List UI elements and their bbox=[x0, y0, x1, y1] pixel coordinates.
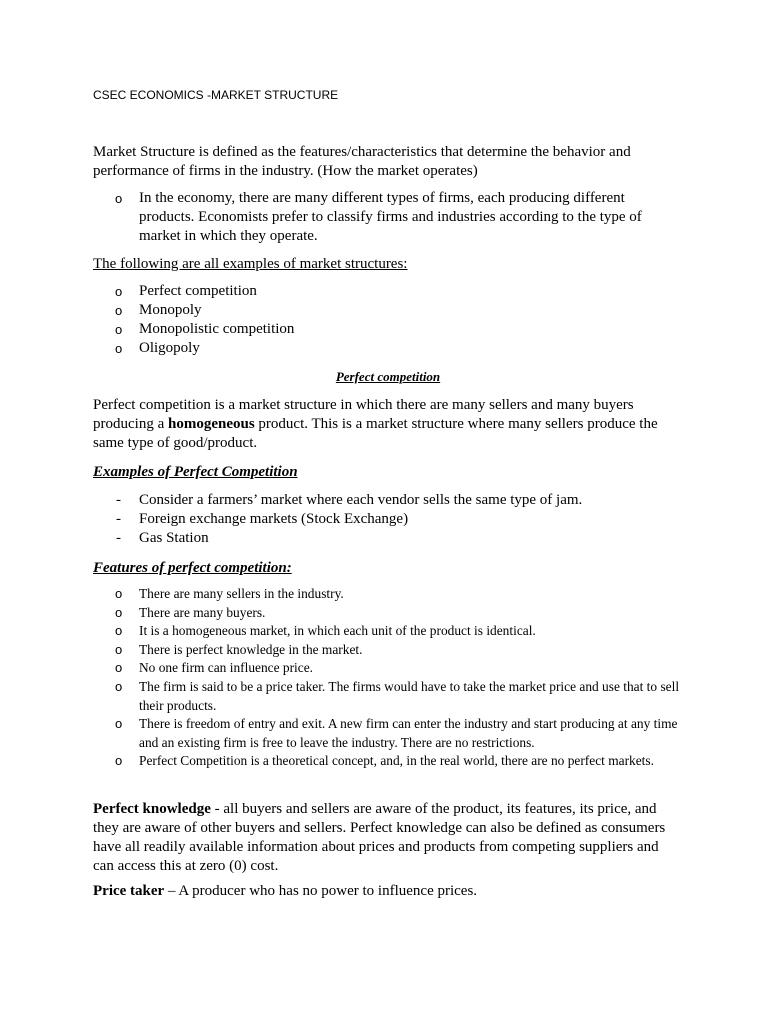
perfect-knowledge-definition: Perfect knowledge - all buyers and sellers are aware of the product, its features, its price, and they are aware of other buyers and sellers. Perfect knowledge can also be defined as consumers have all readily available information about prices and products from competing suppliers and can access this at zero (0) cost. bbox=[93, 801, 666, 874]
list-item: o The firm is said to be a price taker. The firms would have to take the market price and use that to sell their products. bbox=[115, 678, 680, 713]
perfect-competition-definition: Perfect competition is a market structure in which there are many sellers and many buyers producing a homogeneous product. This is a market structure where many sellers produce the same type of good/product. bbox=[93, 397, 658, 451]
dash-glyph: - bbox=[116, 530, 121, 546]
price-taker-definition: Price taker – A producer who has no power to influence prices. bbox=[93, 883, 478, 899]
pc-examples-list bbox=[93, 491, 683, 548]
list-item: - Gas Station bbox=[116, 530, 209, 546]
bullet-glyph: o bbox=[115, 678, 123, 694]
bullet-glyph: o bbox=[115, 753, 123, 769]
dash-glyph: - bbox=[116, 492, 121, 508]
bullet-glyph: o bbox=[115, 660, 123, 676]
list-item: o Perfect Competition is a theoretical concept, and, in the real world, there are no perfect markets. bbox=[93, 752, 683, 771]
bullet-glyph: o bbox=[115, 303, 123, 318]
dash-glyph: - bbox=[116, 511, 121, 527]
bullet-glyph: o bbox=[115, 284, 123, 299]
list-item: o Monopoly bbox=[115, 302, 202, 318]
perfect-knowledge-term: Perfect knowledge bbox=[93, 801, 211, 817]
list-item: - Foreign exchange markets (Stock Exchange) bbox=[116, 511, 409, 527]
bullet-glyph: o bbox=[115, 191, 123, 206]
market-structure-definition: Market Structure is defined as the features/characteristics that determine the behavior and performance of firms in the industry. (How the market operates) bbox=[93, 144, 631, 179]
market-structures-list bbox=[93, 282, 683, 358]
bullet-glyph: o bbox=[115, 341, 123, 356]
pc-features-list bbox=[93, 585, 683, 771]
intro-bullet-list bbox=[93, 189, 683, 246]
list-item: o Oligopoly bbox=[115, 340, 200, 356]
bullet-glyph: o bbox=[115, 623, 123, 639]
list-item: o There is freedom of entry and exit. A new firm can enter the industry and start producing at any time and an existing firm is free to leave the industry. There are no restrictions. bbox=[115, 716, 678, 750]
bullet-glyph: o bbox=[115, 586, 123, 601]
document-header: CSEC ECONOMICS -MARKET STRUCTURE bbox=[93, 88, 339, 102]
bullet-glyph: o bbox=[115, 641, 123, 657]
perfect-competition-heading: Perfect competition bbox=[335, 369, 441, 384]
price-taker-term: Price taker bbox=[93, 883, 165, 899]
list-item: o In the economy, there are many different types of firms, each producing different products. Economists prefer to classify firms and industries according to the type of market in which they operate. bbox=[115, 190, 642, 244]
bullet-glyph: o bbox=[115, 322, 123, 337]
pc-features-heading: Features of perfect competition: bbox=[93, 560, 292, 576]
list-item: o There are many buyers. bbox=[93, 604, 683, 623]
homogeneous-term: homogeneous bbox=[167, 416, 255, 432]
bullet-glyph: o bbox=[115, 716, 123, 732]
list-item: o There are many sellers in the industry. bbox=[93, 585, 683, 604]
bullet-glyph: o bbox=[115, 604, 123, 620]
pc-examples-heading: Examples of Perfect Competition bbox=[93, 464, 298, 480]
list-item: o Perfect competition bbox=[115, 283, 257, 299]
list-item: o It is a homogeneous market, in which each unit of the product is identical. bbox=[93, 622, 683, 641]
structures-heading: The following are all examples of market structures: bbox=[93, 256, 408, 272]
list-item: - Consider a farmers’ market where each vendor sells the same type of jam. bbox=[116, 492, 583, 508]
list-item: o Monopolistic competition bbox=[115, 321, 295, 337]
list-item: o There is perfect knowledge in the market. bbox=[93, 641, 683, 660]
list-item: o No one firm can influence price. bbox=[93, 659, 683, 678]
